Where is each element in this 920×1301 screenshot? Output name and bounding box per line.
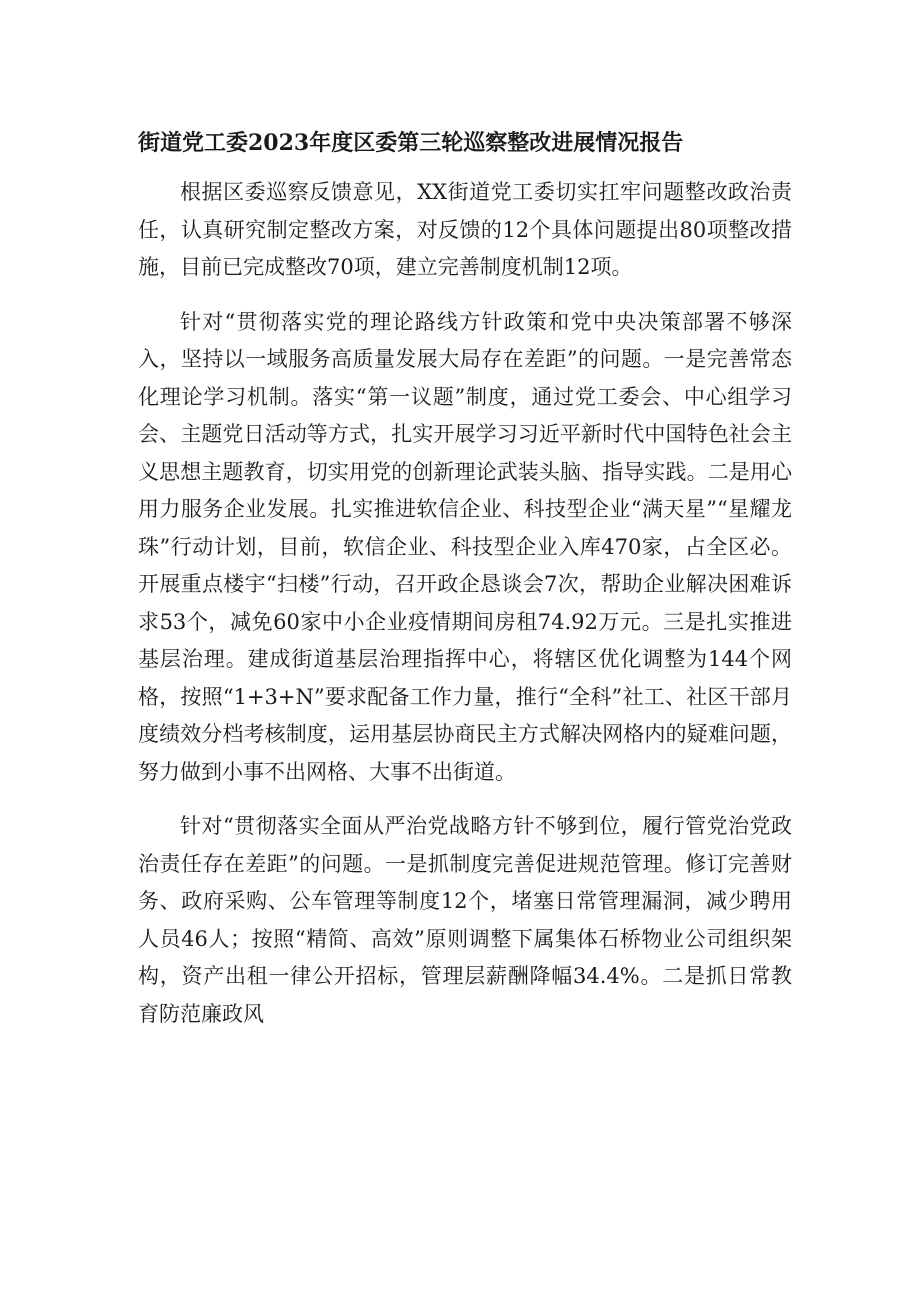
document-title: 街道党工委2023年度区委第三轮巡察整改进展情况报告 [138, 130, 684, 156]
paragraph-intro: 根据区委巡察反馈意见，XX街道党工委切实扛牢问题整改政治责任，认真研究制定整改方案，对反馈的12个具体问题提出80项整改措施，目前已完成整改70项，建立完善制度机制12项。 [138, 180, 792, 279]
paragraph-theory-issue: 针对“贯彻落实党的理论路线方针政策和党中央决策部署不够深入，坚持以一域服务高质量发展大局存在差距”的问题。一是完善常态化理论学习机制。落实“第一议题”制度，通过党工委会、中心组学习会、主题党日活动等方式，扎实开展学习习近平新时代中国特色社会主义思想主题教育，切实用党的创新理论武装头脑、指导实践。二是用心用力服务企业发展。扎实推进软信企业、科技型企业“满天星”“星耀龙珠”行动计划，目前，软信企业、科技型企业入库470家，占全区必。开展重点楼宇“扫楼”行动，召开政企恳谈会7次，帮助企业解决困难诉求53个，减免60家中小企业疫情期间房租74.92万元。三是扎实推进基层治理。建成街道基层治理指挥中心，将辖区优化调整为144个网格，按照“1+3+N”要求配备工作力量，推行“全科”社工、社区干部月度绩效分档考核制度，运用基层协商民主方式解决网格内的疑难问题，努力做到小事不出网格、大事不出街道。 [138, 309, 792, 784]
paragraph-party-discipline-issue: 针对“贯彻落实全面从严治党战略方针不够到位，履行管党治党政治责任存在差距”的问题。一是抓制度完善促进规范管理。修订完善财务、政府采购、公车管理等制度12个，堵塞日常管理漏洞，减少聘用人员46人；按照“精简、高效”原则调整下属集体石桥物业公司组织架构，资产出租一律公开招标，管理层薪酬降幅34.4%。二是抓日常教育防范廉政风 [138, 814, 792, 1026]
document-body [138, 174, 792, 1050]
